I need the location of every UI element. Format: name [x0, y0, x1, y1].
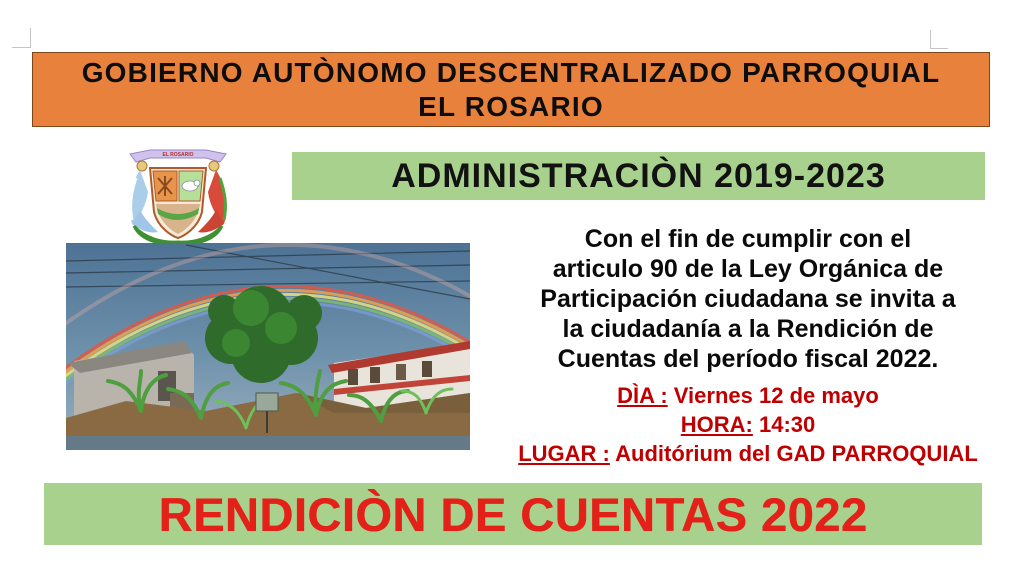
event-place-value: Auditórium del GAD PARROQUIAL — [609, 441, 978, 466]
header-banner — [32, 52, 990, 127]
event-day-label: DÌA : — [617, 383, 668, 408]
event-place-row — [478, 439, 1018, 468]
event-details — [478, 381, 1018, 468]
administration-banner-label: ADMINISTRACIÒN 2019-2023 — [391, 156, 886, 195]
invitation-paragraph — [478, 224, 1018, 374]
page-corner-mark-top-right — [930, 30, 948, 49]
event-day-value: Viernes 12 de mayo — [667, 383, 879, 408]
event-hour-row — [478, 410, 1018, 439]
event-place-label: LUGAR : — [518, 441, 610, 466]
invitation-line: Con el fin de cumplir con el — [584, 225, 912, 253]
event-day-row — [478, 381, 1018, 410]
village-rainbow-photo — [66, 243, 470, 450]
landscape-photo-graphic — [66, 243, 470, 450]
svg-text:EL ROSARIO: EL ROSARIO — [162, 152, 194, 158]
coat-of-arms-icon — [120, 146, 236, 246]
header-title-line2: EL ROSARIO — [418, 90, 604, 122]
invitation-line: articulo 90 de la Ley Orgánica de — [552, 255, 944, 283]
invitation-line: la ciudadanía a la Rendición de — [562, 315, 934, 343]
parish-coat-of-arms-logo — [120, 146, 236, 246]
header-title-line1: GOBIERNO AUTÒNOMO DESCENTRALIZADO PARROQUIAL — [81, 56, 941, 88]
footer-banner-label: RENDICIÒN DE CUENTAS 2022 — [158, 487, 868, 541]
footer-banner — [44, 483, 982, 545]
invitation-line: Cuentas del período fiscal 2022. — [557, 345, 939, 373]
page-corner-mark-top-left — [12, 28, 31, 48]
event-hour-value: 14:30 — [752, 412, 816, 437]
invitation-line: Participación ciudadana se invita a — [540, 285, 956, 313]
event-hour-label: HORA: — [680, 412, 753, 437]
administration-banner — [292, 152, 985, 200]
